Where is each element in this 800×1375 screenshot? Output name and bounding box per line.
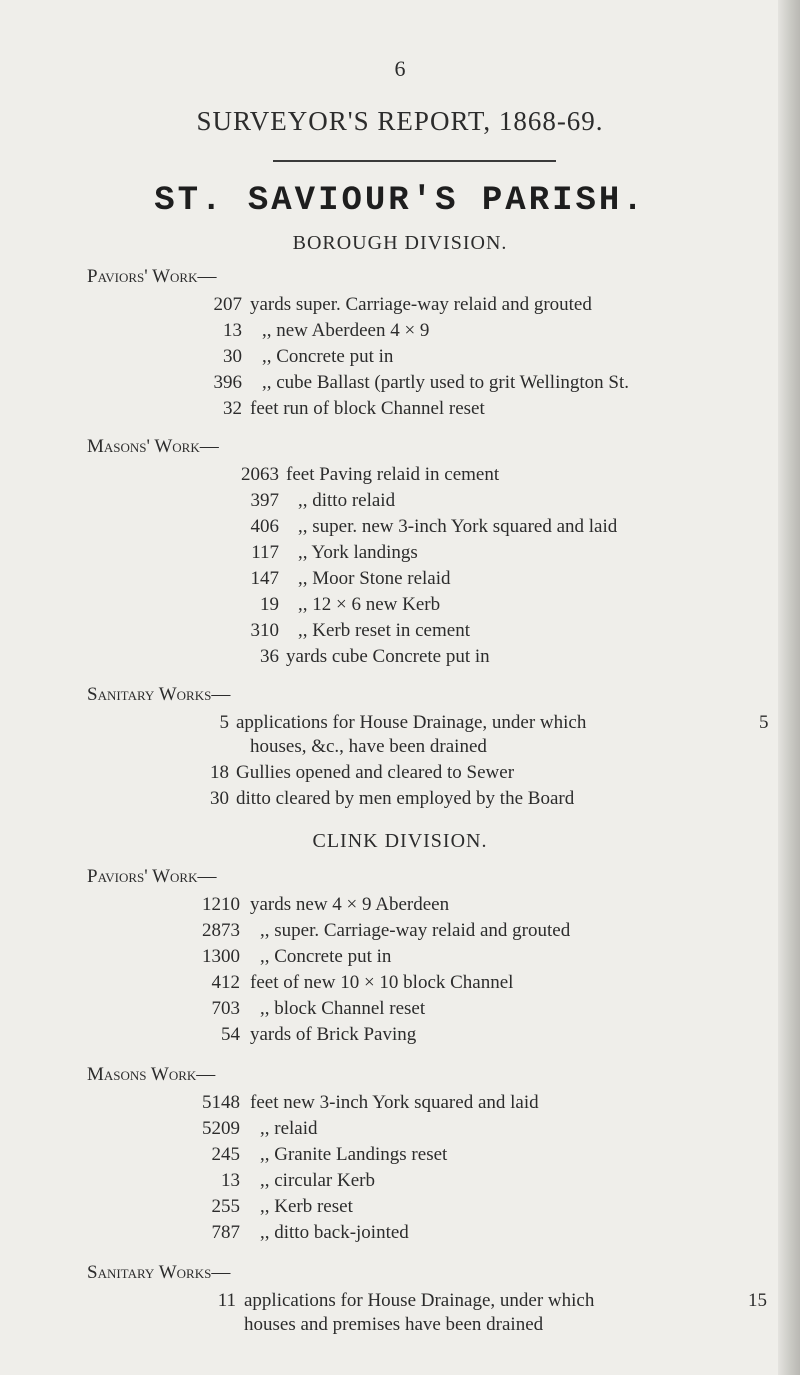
- item-description: ,, Kerb reset: [260, 1196, 353, 1217]
- item-quantity: 703: [211, 998, 240, 1019]
- item-description: ,, block Channel reset: [260, 998, 426, 1019]
- item-quantity: 207: [213, 294, 242, 315]
- item-description: ,, Concrete put in: [260, 946, 392, 967]
- item-quantity: 11: [217, 1290, 236, 1311]
- item-quantity: 787: [211, 1222, 240, 1243]
- item-quantity: 1300: [202, 946, 240, 967]
- item-quantity: 36: [260, 646, 279, 667]
- item-description: ,, York landings: [298, 542, 418, 563]
- item-description: yards new 4 × 9 Aberdeen: [250, 894, 450, 915]
- item-quantity: 18: [210, 762, 229, 783]
- item-total: 15: [748, 1290, 767, 1311]
- item-quantity: 13: [221, 1170, 240, 1191]
- item-quantity: 396: [213, 372, 242, 393]
- item-description: ,, 12 × 6 new Kerb: [298, 594, 441, 615]
- item-description: yards of Brick Paving: [250, 1024, 417, 1045]
- item-quantity: 30: [223, 346, 242, 367]
- item-description: ,, Concrete put in: [262, 346, 394, 367]
- item-quantity: 255: [211, 1196, 240, 1217]
- section-heading-sanitary: Sanitary Works—: [87, 684, 231, 705]
- item-description: ,, Moor Stone relaid: [298, 568, 451, 589]
- section-heading-paviors: Paviors' Work—: [87, 866, 217, 887]
- section-heading-masons: Masons' Work—: [87, 436, 219, 457]
- item-description: ,, super. new 3-inch York squared and laid: [298, 516, 618, 537]
- item-description: ,, cube Ballast (partly used to grit Wellington St.: [262, 372, 629, 393]
- item-description: applications for House Drainage, under which: [236, 712, 587, 733]
- item-quantity: 32: [223, 398, 242, 419]
- item-quantity: 2063: [241, 464, 279, 485]
- item-description: ,, super. Carriage-way relaid and grouted: [260, 920, 571, 941]
- item-description: ,, Kerb reset in cement: [298, 620, 470, 641]
- item-description: yards cube Concrete put in: [286, 646, 490, 667]
- item-quantity: 13: [223, 320, 242, 341]
- item-quantity: 30: [210, 788, 229, 809]
- section-heading-masons: Masons Work—: [87, 1064, 216, 1085]
- item-total: 5: [759, 712, 769, 733]
- item-continuation: houses, &c., have been drained: [250, 736, 487, 757]
- report-title: SURVEYOR'S REPORT, 1868-69.: [196, 106, 604, 136]
- item-quantity: 245: [211, 1144, 240, 1165]
- item-description: feet new 3-inch York squared and laid: [250, 1092, 539, 1113]
- item-quantity: 19: [260, 594, 279, 615]
- division-title-borough: BOROUGH DIVISION.: [292, 232, 508, 254]
- item-continuation: houses and premises have been drained: [244, 1314, 544, 1335]
- item-quantity: 2873: [202, 920, 240, 941]
- item-quantity: 406: [250, 516, 279, 537]
- item-quantity: 397: [250, 490, 279, 511]
- item-quantity: 54: [221, 1024, 240, 1045]
- item-quantity: 1210: [202, 894, 240, 915]
- item-description: ,, circular Kerb: [260, 1170, 375, 1191]
- item-description: feet run of block Channel reset: [250, 398, 485, 419]
- item-description: ditto cleared by men employed by the Board: [236, 788, 575, 809]
- item-quantity: 5: [219, 712, 229, 733]
- item-description: ,, ditto relaid: [298, 490, 396, 511]
- section-heading-sanitary: Sanitary Works—: [87, 1262, 231, 1283]
- item-quantity: 412: [211, 972, 240, 993]
- item-description: applications for House Drainage, under which: [244, 1290, 595, 1311]
- parish-title: ST. SAVIOUR'S PARISH.: [154, 182, 646, 220]
- item-quantity: 310: [250, 620, 279, 641]
- item-description: feet Paving relaid in cement: [286, 464, 500, 485]
- item-description: Gullies opened and cleared to Sewer: [236, 762, 515, 783]
- title-divider: [273, 160, 556, 162]
- item-quantity: 147: [250, 568, 279, 589]
- item-description: ,, ditto back-jointed: [260, 1222, 409, 1243]
- item-quantity: 117: [251, 542, 279, 563]
- item-description: ,, new Aberdeen 4 × 9: [262, 320, 430, 341]
- item-description: ,, relaid: [260, 1118, 318, 1139]
- section-heading-paviors: Paviors' Work—: [87, 266, 217, 287]
- item-description: feet of new 10 × 10 block Channel: [250, 972, 514, 993]
- page-number: 6: [394, 56, 406, 81]
- item-quantity: 5209: [202, 1118, 240, 1139]
- division-title-clink: CLINK DIVISION.: [312, 830, 488, 852]
- item-quantity: 5148: [202, 1092, 240, 1113]
- item-description: yards super. Carriage-way relaid and grouted: [250, 294, 592, 315]
- item-description: ,, Granite Landings reset: [260, 1144, 448, 1165]
